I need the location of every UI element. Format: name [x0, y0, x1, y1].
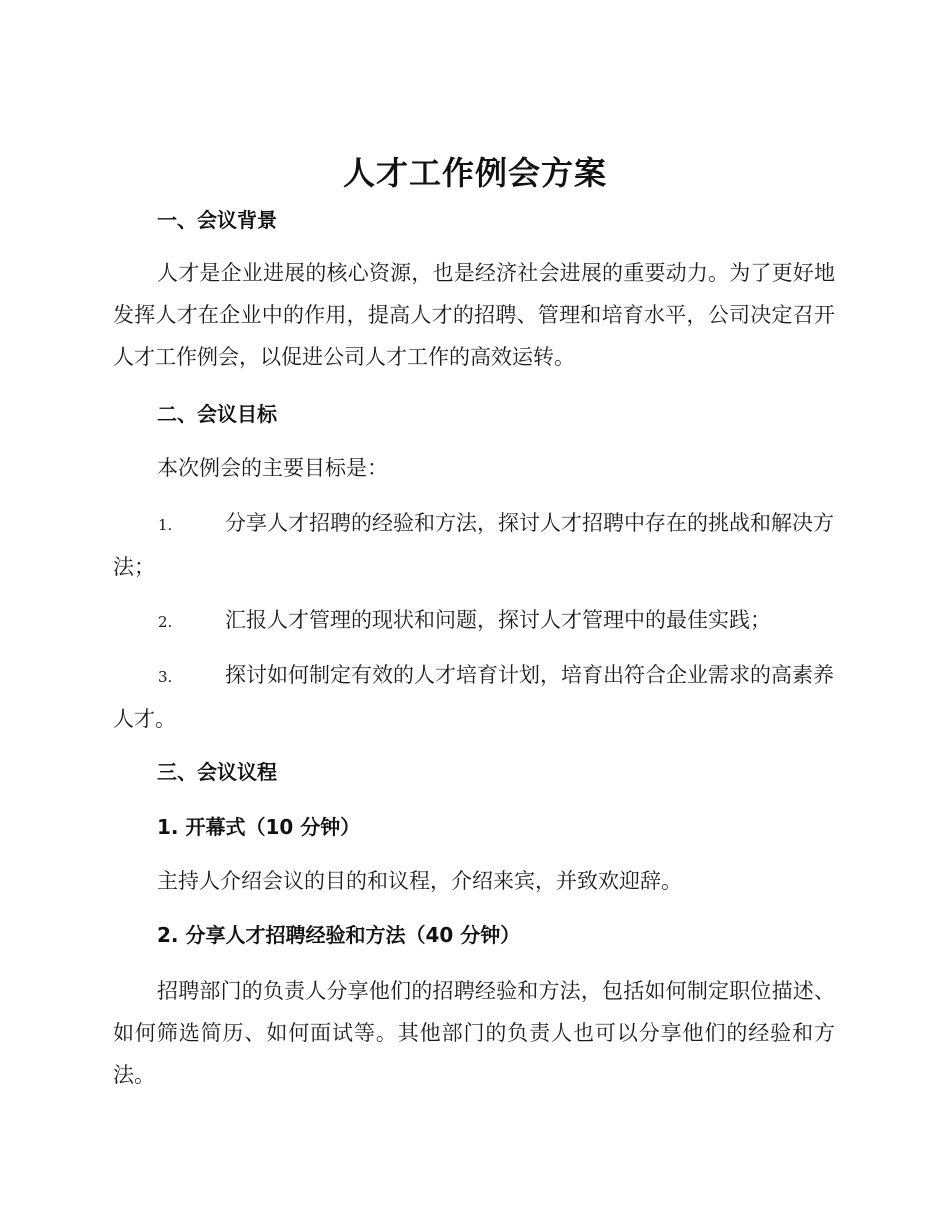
- document-title: 人才工作例会方案: [342, 154, 607, 192]
- paragraph-agenda-item-2: 招聘部门的负责人分享他们的招聘经验和方法，包括如何制定职位描述、如何筛选简历、如何面试等。其他部门的负责人也可以分享他们的经验和方法。: [113, 979, 835, 1087]
- list-number: 2.: [158, 613, 173, 631]
- section-heading-goals: 二、会议目标: [157, 402, 277, 426]
- list-number: 3.: [158, 668, 173, 686]
- agenda-item-heading-2: 2. 分享人才招聘经验和方法（40 分钟）: [157, 923, 521, 947]
- paragraph-agenda-item-1: 主持人介绍会议的目的和议程，介绍来宾，并致欢迎辞。: [157, 869, 682, 893]
- list-number: 1.: [158, 516, 173, 534]
- goal-list-item-1: [113, 502, 835, 588]
- list-item-text: 分享人才招聘的经验和方法，探讨人才招聘中存在的挑战和解决方法；: [113, 511, 834, 579]
- paragraph-background: 人才是企业进展的核心资源，也是经济社会进展的重要动力。为了更好地发挥人才在企业中的作用，提高人才的招聘、管理和培育水平，公司决定召开人才工作例会，以促进公司人才工作的高效运转。: [113, 261, 835, 369]
- list-item-text: 汇报人才管理的现状和问题，探讨人才管理中的最佳实践；: [225, 608, 771, 632]
- list-item-text: 探讨如何制定有效的人才培育计划，培育出符合企业需求的高素养人才。: [113, 663, 834, 731]
- section-heading-agenda: 三、会议议程: [157, 760, 277, 784]
- paragraph-goals-intro: 本次例会的主要目标是：: [157, 456, 388, 480]
- goal-list-item-3: [113, 654, 835, 740]
- goal-list-item-2: [113, 599, 835, 643]
- section-heading-background: 一、会议背景: [157, 208, 277, 232]
- agenda-item-heading-1: 1. 开幕式（10 分钟）: [157, 815, 361, 839]
